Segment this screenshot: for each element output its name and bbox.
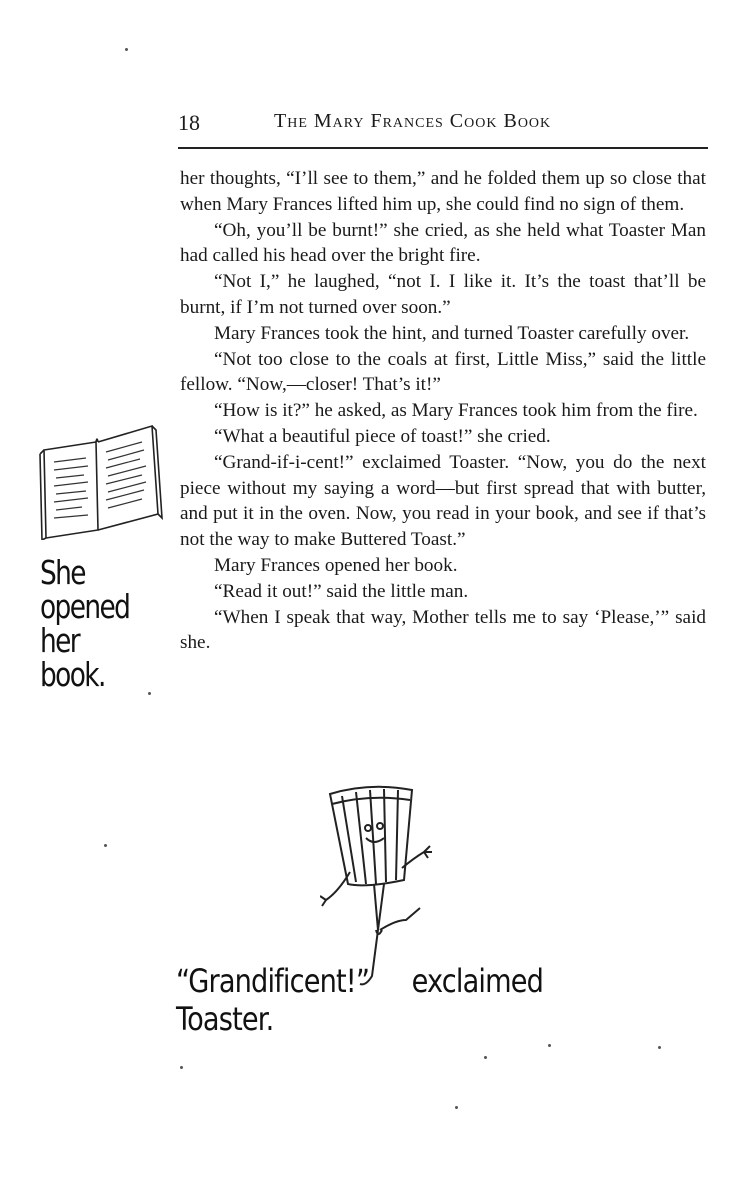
paper-speck [104,844,107,847]
paragraph: “Not I,” he laughed, “not I. I like it. It’s the toast that’ll be burnt, if I’m not turned over soon.” [180,271,706,318]
paragraph: her thoughts, “I’ll see to them,” and he folded them up so close that when Mary Frances lifted him up, she could find no sign of them. [180,168,706,215]
paper-speck [455,1106,458,1109]
book-caption-line: her book. [40,621,105,694]
paragraph: “Grand-if-i-cent!” exclaimed Toaster. “Now, you do the next piece without my saying a word—but first spread that with butter, and put it in the oven. Now, you read in your book, and see if that’s not the way to make Buttered Toast.” [180,451,706,551]
paper-speck [125,48,128,51]
paragraph: Mary Frances took the hint, and turned Toaster carefully over. [214,322,690,344]
page-number: 18 [178,110,200,135]
paragraph: “What a beautiful piece of toast!” she cried. [214,425,551,447]
page-header [178,108,708,138]
paper-speck [658,1046,661,1049]
book-caption-line: She [40,553,85,592]
paper-speck [548,1044,551,1047]
book-caption [40,553,144,694]
header-rule [178,147,708,149]
toaster-caption [176,962,618,1038]
toaster-caption-quote: “Grandificent!” [176,962,370,1000]
paper-speck [180,1066,183,1069]
paragraph: “How is it?” he asked, as Mary Frances took him from the fire. [214,400,698,422]
paragraph: “When I speak that way, Mother tells me to say ‘Please,’” said she. [180,606,706,654]
paragraph: Mary Frances opened her book. [214,554,458,576]
paragraph: “Oh, you’ll be burnt!” she cried, as she held what Toaster Man had called his head over the bright fire. [180,219,706,267]
body-text [180,166,706,656]
toaster-caption-text: exclaimed Toaster. [176,962,544,1038]
book-caption-line: opened [40,587,130,626]
paper-speck [484,1056,487,1059]
paragraph: “Not too close to the coals at first, Little Miss,” said the little fellow. “Now,—closer! That’s it!” [180,348,706,396]
paper-speck [148,692,151,695]
open-book-illustration [34,420,164,540]
running-title: The Mary Frances Cook Book [274,110,552,132]
paragraph: “Read it out!” said the little man. [214,580,469,602]
